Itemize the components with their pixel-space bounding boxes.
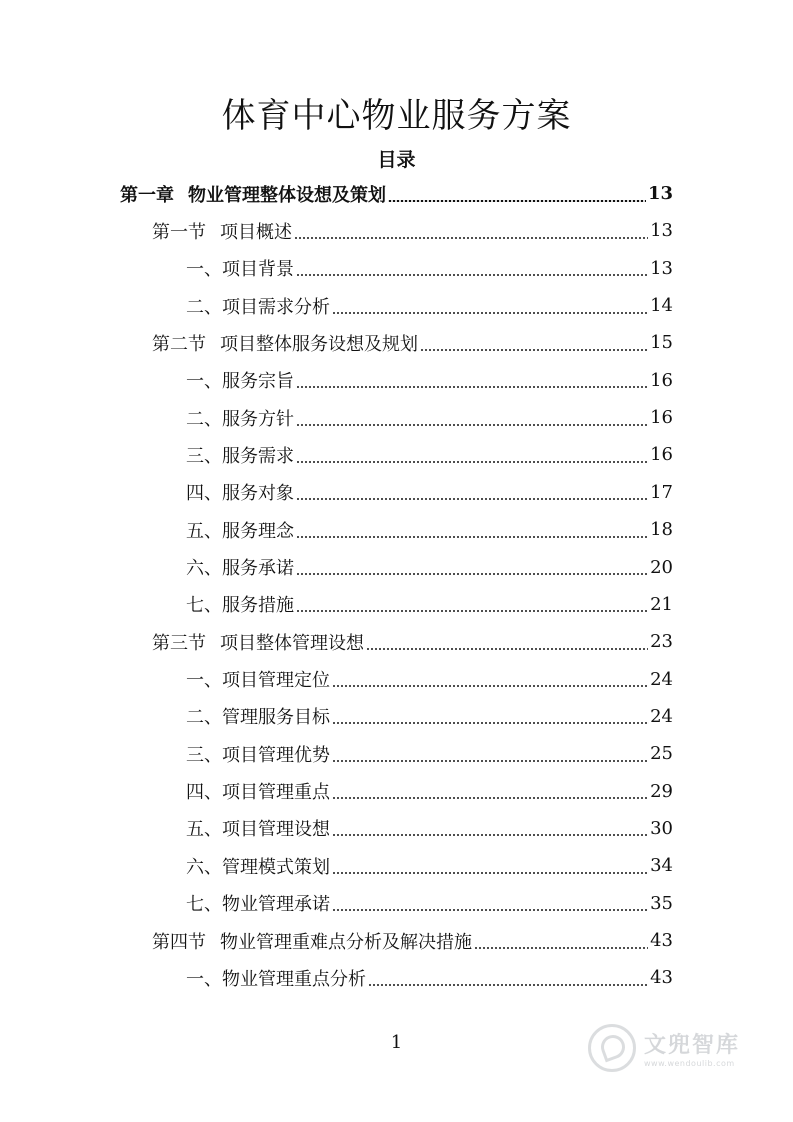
toc-dot-leader <box>332 872 648 874</box>
toc-entry-page: 13 <box>647 183 673 204</box>
toc-entry-number: 一、 <box>186 670 222 692</box>
toc-entry-number: 七、 <box>186 894 222 916</box>
toc-entry-number: 六、 <box>186 856 222 878</box>
toc-dot-leader <box>332 685 648 687</box>
toc-entry[interactable] <box>186 399 673 436</box>
toc-entry-label: 物业管理重难点分析及解决措施 <box>220 931 472 953</box>
toc-dot-leader <box>388 200 646 202</box>
toc-entry[interactable] <box>186 436 673 473</box>
toc-entry[interactable] <box>186 661 673 698</box>
toc-entry-number: 第一节 <box>152 221 206 243</box>
toc-entry-label: 项目背景 <box>222 259 294 281</box>
toc-entry-label: 管理服务目标 <box>222 707 330 729</box>
toc-entry-page: 14 <box>650 295 673 317</box>
toc-entry[interactable] <box>186 549 673 586</box>
toc-entry-page: 29 <box>650 780 673 802</box>
toc-dot-leader <box>332 722 648 724</box>
toc-entry-label: 服务措施 <box>222 595 294 617</box>
toc-entry[interactable] <box>186 885 673 922</box>
toc-entry-page: 24 <box>650 705 673 727</box>
page-number: 1 <box>390 1032 403 1053</box>
toc-entry-page: 43 <box>650 930 673 951</box>
toc-entry-page: 43 <box>650 967 673 989</box>
toc-entry-label: 项目管理定位 <box>222 670 330 692</box>
toc-entry-page: 16 <box>650 407 673 429</box>
toc-entry-number: 一、 <box>186 259 222 281</box>
toc-entry-number: 六、 <box>186 558 222 579</box>
toc-entry[interactable] <box>186 810 673 847</box>
toc-entry-number: 一、 <box>186 371 222 393</box>
toc-entry-label: 项目概述 <box>220 221 292 243</box>
toc-dot-leader <box>296 610 648 612</box>
toc-entry[interactable] <box>152 212 673 249</box>
toc-entry-label: 物业管理整体设想及策划 <box>188 184 386 206</box>
toc-dot-leader <box>296 498 648 500</box>
toc-entry-page: 16 <box>650 369 673 391</box>
toc-entry-number: 七、 <box>186 595 222 617</box>
toc-entry-number: 四、 <box>186 782 222 804</box>
toc-dot-leader <box>332 834 648 836</box>
toc-entry-label: 物业管理重点分析 <box>222 968 366 990</box>
toc-entry[interactable] <box>186 511 673 548</box>
toc-entry-page: 30 <box>650 817 673 839</box>
toc-entry-label: 项目整体管理设想 <box>220 632 364 654</box>
toc-entry-page: 13 <box>650 257 673 279</box>
toc-entry[interactable] <box>186 287 673 324</box>
toc-entry-label: 服务对象 <box>222 483 294 505</box>
toc-dot-leader <box>296 573 648 575</box>
toc-dot-leader <box>368 984 648 986</box>
toc-entry[interactable] <box>186 959 673 996</box>
toc-dot-leader <box>296 386 648 388</box>
document-title: 体育中心物业服务方案 <box>221 96 572 136</box>
toc-entry-number: 二、 <box>186 296 222 318</box>
toc-dot-leader <box>296 274 648 276</box>
toc-entry-label: 项目管理重点 <box>222 782 330 804</box>
toc-entry-page: 25 <box>650 743 673 765</box>
toc-entry-number: 四、 <box>186 483 222 505</box>
wendu-logo-icon <box>588 1024 636 1072</box>
toc-entry-number: 一、 <box>186 968 222 990</box>
toc-entry-label: 项目管理优势 <box>222 744 330 766</box>
toc-entry-number: 五、 <box>186 819 222 841</box>
toc-dot-leader <box>296 424 648 426</box>
toc-entry-number: 二、 <box>186 707 222 729</box>
toc-dot-leader <box>294 237 648 239</box>
toc-dot-leader <box>332 909 648 911</box>
toc-entry-number: 第一章 <box>120 184 174 206</box>
toc-entry-number: 二、 <box>186 408 222 430</box>
toc-entry[interactable] <box>152 623 673 660</box>
toc-entry[interactable] <box>152 922 673 959</box>
toc-entry-number: 第四节 <box>152 931 206 953</box>
toc-entry-number: 第二节 <box>152 333 206 355</box>
toc-entry-label: 项目整体服务设想及规划 <box>220 333 418 355</box>
toc-entry[interactable] <box>120 175 673 212</box>
toc-dot-leader <box>332 312 648 314</box>
toc-entry-page: 20 <box>650 556 673 578</box>
toc-entry[interactable] <box>152 324 673 361</box>
toc-dot-leader <box>332 760 648 762</box>
toc-entry-page: 18 <box>650 519 673 541</box>
toc-entry[interactable] <box>186 773 673 810</box>
toc-entry-label: 项目管理设想 <box>222 819 330 841</box>
toc-dot-leader <box>332 797 648 799</box>
toc-dot-leader <box>366 648 648 650</box>
toc-dot-leader <box>296 536 648 538</box>
toc-entry[interactable] <box>186 847 673 884</box>
toc-heading: 目录 <box>377 149 416 171</box>
toc-entry[interactable] <box>186 250 673 287</box>
toc-entry[interactable] <box>186 735 673 772</box>
toc-entry-label: 服务承诺 <box>222 558 294 579</box>
toc-entry[interactable] <box>186 474 673 511</box>
toc-entry-label: 项目需求分析 <box>222 296 330 318</box>
watermark <box>588 1020 768 1076</box>
toc-entry-label: 服务理念 <box>222 520 294 542</box>
toc-dot-leader <box>296 461 648 463</box>
toc-entry[interactable] <box>186 586 673 623</box>
toc-entry[interactable] <box>186 698 673 735</box>
toc-entry-number: 三、 <box>186 445 222 467</box>
watermark-url: www.wendoulib.com <box>644 1059 735 1068</box>
toc-entry-number: 三、 <box>186 744 222 766</box>
toc-dot-leader <box>474 947 648 949</box>
toc-entry[interactable] <box>186 362 673 399</box>
toc-entry-page: 24 <box>650 668 673 690</box>
toc-dot-leader <box>420 349 648 351</box>
toc-entry-page: 34 <box>650 855 673 877</box>
toc-entry-page: 21 <box>650 593 673 615</box>
toc-entry-number: 第三节 <box>152 632 206 654</box>
toc-entry-label: 服务宗旨 <box>222 371 294 393</box>
toc-entry-label: 服务方针 <box>222 408 294 430</box>
toc-entry-label: 服务需求 <box>222 445 294 467</box>
toc-entry-page: 16 <box>650 444 673 466</box>
toc-entry-page: 13 <box>650 220 673 242</box>
watermark-name: 文兜智库 <box>644 1033 741 1058</box>
toc-entry-page: 23 <box>650 631 673 653</box>
toc-entry-page: 15 <box>650 332 673 354</box>
toc-entry-number: 五、 <box>186 520 222 542</box>
toc-entry-label: 管理模式策划 <box>222 856 330 878</box>
toc-entry-page: 35 <box>650 892 673 914</box>
toc-entry-label: 物业管理承诺 <box>222 894 330 916</box>
toc-entry-page: 17 <box>650 481 673 503</box>
